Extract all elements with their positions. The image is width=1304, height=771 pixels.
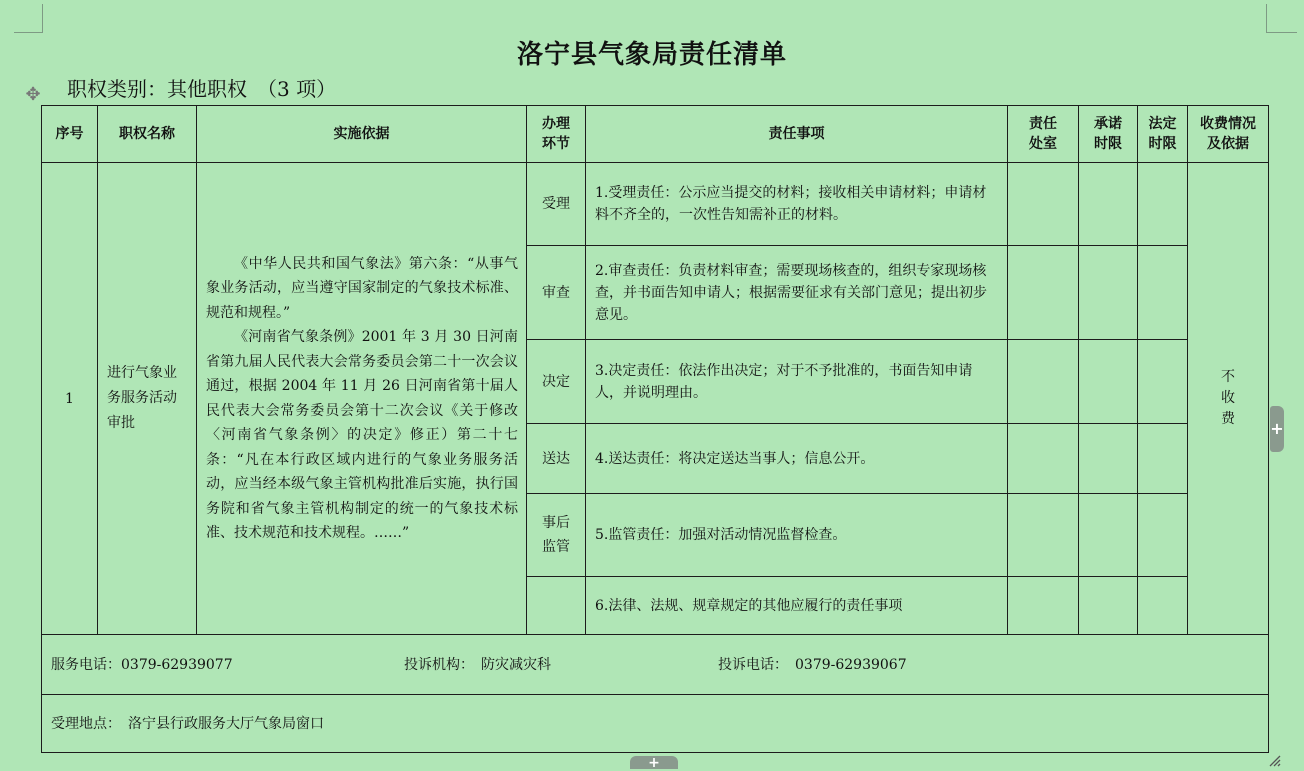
header-duty: 责任事项 <box>586 106 1008 163</box>
dept-cell <box>1008 246 1079 340</box>
header-row <box>42 106 1269 163</box>
basis-paragraph-1: 《中华人民共和国气象法》第六条：“从事气象业务活动，应当遵守国家制定的气象技术标准、规范和规程。” <box>206 255 518 321</box>
promise-time-cell <box>1079 163 1138 246</box>
promise-time-cell <box>1079 577 1138 635</box>
basis-paragraph-2: 《河南省气象条例》2001 年 3 月 30 日河南省第九届人民代表大会常务委员会第二十一次会议通过，根据 2004 年 11 月 26 日河南省第十届人民代表大会常务委员会第十二次会议《关于修改〈河南省气象条例〉的决定》修正）第二十七条：“凡在本行政区域内进行的气象业务服务活动，应当经本级气象主管机构批准后实施，执行国务院和省气象主管机构制定的统一的气象技术标准、技术规范和技术规程。……” <box>206 329 518 541</box>
header-promise-time: 承诺 时限 <box>1079 106 1138 163</box>
header-basis: 实施依据 <box>197 106 527 163</box>
legal-time-cell <box>1138 163 1188 246</box>
stage-cell: 审查 <box>527 246 586 340</box>
duty-cell: 6.法律、法规、规章规定的其他应履行的责任事项 <box>586 577 1008 635</box>
dept-cell <box>1008 163 1079 246</box>
responsibility-table <box>41 105 1269 753</box>
stage-cell: 决定 <box>527 340 586 424</box>
promise-time-cell <box>1079 246 1138 340</box>
dept-cell <box>1008 577 1079 635</box>
promise-time-cell <box>1079 340 1138 424</box>
legal-time-cell <box>1138 494 1188 577</box>
duty-cell: 5.监管责任：加强对活动情况监督检查。 <box>586 494 1008 577</box>
duty-cell: 4.送达责任：将决定送达当事人；信息公开。 <box>586 424 1008 494</box>
header-fee: 收费情况 及依据 <box>1188 106 1269 163</box>
add-row-button[interactable]: + <box>630 756 678 769</box>
stage-cell: 受理 <box>527 163 586 246</box>
row-fee: 不 收 费 <box>1188 163 1269 635</box>
add-column-button[interactable]: + <box>1270 406 1284 452</box>
dept-cell <box>1008 494 1079 577</box>
header-stage: 办理 环节 <box>527 106 586 163</box>
complaint-phone: 投诉电话： 0379-62939067 <box>718 656 907 673</box>
header-power-name: 职权名称 <box>98 106 197 163</box>
table-resize-handle-icon[interactable] <box>1268 754 1282 768</box>
row-power-name: 进行气象业务服务活动审批 <box>98 163 197 635</box>
legal-time-cell <box>1138 340 1188 424</box>
legal-time-cell <box>1138 246 1188 340</box>
duty-cell: 3.决定责任：依法作出决定；对于不予批准的，书面告知申请人，并说明理由。 <box>586 340 1008 424</box>
header-legal-time: 法定 时限 <box>1138 106 1188 163</box>
footer-contact-row <box>42 635 1269 695</box>
header-seq: 序号 <box>42 106 98 163</box>
page-corner-mark-top-right <box>1266 4 1297 33</box>
promise-time-cell <box>1079 494 1138 577</box>
service-address: 受理地点： 洛宁县行政服务大厅气象局窗口 <box>42 695 1269 753</box>
stage-cell: 事后 监管 <box>527 494 586 577</box>
duty-cell: 1.受理责任：公示应当提交的材料；接收相关申请材料；申请材料不齐全的，一次性告知需补正的材料。 <box>586 163 1008 246</box>
footer-address-row <box>42 695 1269 753</box>
stage-cell <box>527 577 586 635</box>
complaint-org: 投诉机构： 防灾减灾科 <box>404 656 551 673</box>
row-basis <box>197 163 527 635</box>
header-dept: 责任 处室 <box>1008 106 1079 163</box>
table-move-handle-icon[interactable]: ✥ <box>25 84 41 105</box>
category-heading: 职权类别：其他职权 （3 项） <box>67 77 337 101</box>
stage-cell: 送达 <box>527 424 586 494</box>
table-row <box>42 163 1269 246</box>
dept-cell <box>1008 424 1079 494</box>
legal-time-cell <box>1138 424 1188 494</box>
service-phone: 服务电话：0379-62939077 <box>51 656 233 673</box>
page-corner-mark-top-left <box>14 4 43 33</box>
duty-cell: 2.审查责任：负责材料审查；需要现场核查的，组织专家现场核查，并书面告知申请人；根据需要征求有关部门意见；提出初步意见。 <box>586 246 1008 340</box>
legal-time-cell <box>1138 577 1188 635</box>
promise-time-cell <box>1079 424 1138 494</box>
row-seq: 1 <box>42 163 98 635</box>
dept-cell <box>1008 340 1079 424</box>
footer-contact-cell <box>42 635 1269 695</box>
document-title: 洛宁县气象局责任清单 <box>516 40 787 70</box>
